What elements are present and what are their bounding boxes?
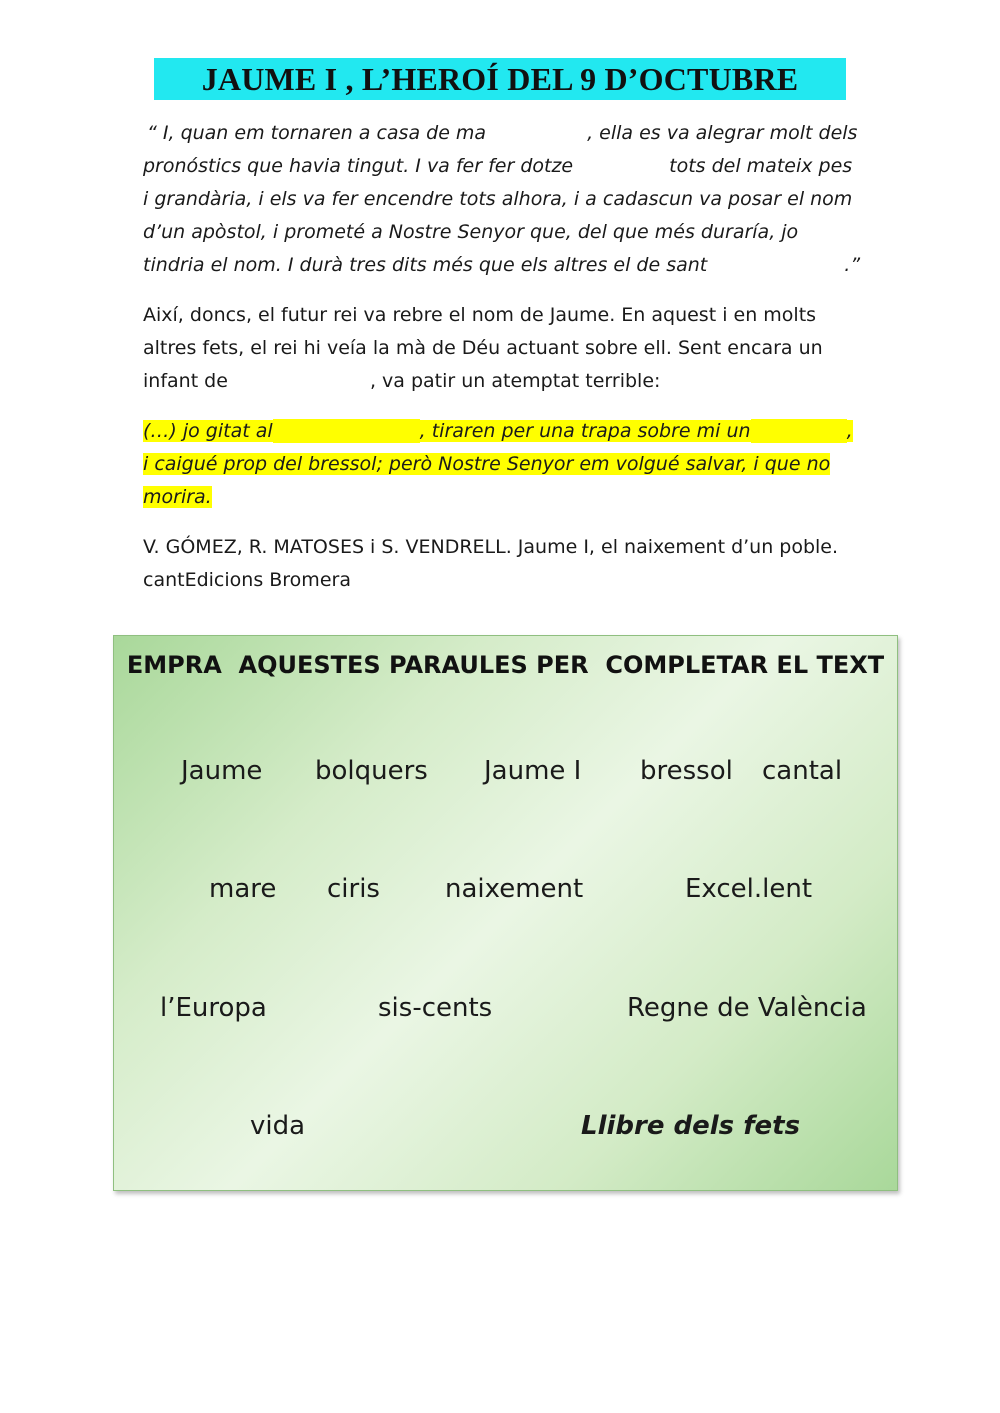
paragraph-text: , va patir un atemptat terrible: — [369, 370, 661, 392]
quote-text: “ I, quan em tornaren a casa de ma — [147, 122, 487, 144]
word-item: ciris — [327, 874, 380, 904]
quote-text: , ella es va alegrar molt dels — [587, 122, 858, 144]
quote-line-4: d’un apòstol, i prometé a Nostre Senyor que, del que més duraría, jo — [143, 221, 799, 243]
highlight-text: , — [846, 420, 853, 442]
blank-gap — [751, 419, 847, 443]
word-item: bressol — [640, 756, 733, 786]
quote-line-1 — [147, 121, 857, 145]
paragraph-line-2: altres fets, el rei hi veía la mà de Déu actuant sobre ell. Sent encara un — [143, 337, 823, 359]
blank-gap — [273, 419, 420, 443]
paragraph-text: infant de — [143, 370, 228, 392]
word-item: vida — [250, 1111, 306, 1141]
highlight-line-3 — [143, 485, 212, 509]
word-item: sis-cents — [378, 993, 493, 1023]
word-item-book-title: Llibre dels fets — [581, 1111, 801, 1141]
paragraph-line-3 — [143, 369, 660, 393]
word-item: Excel.lent — [685, 874, 813, 904]
highlight-text: , tiraren per una trapa sobre mi un — [419, 420, 751, 442]
quote-text: tots del mateix pes — [669, 155, 853, 177]
highlight-text: morira. — [143, 486, 212, 508]
quote-text: pronóstics que havia tingut. I va fer fer dotze — [143, 155, 574, 177]
citation-line-2: cantEdicions Bromera — [143, 569, 351, 591]
word-item: naixement — [445, 874, 584, 904]
word-item: l’Europa — [160, 993, 267, 1023]
page-title: JAUME I , L’HEROÍ DEL 9 D’OCTUBRE — [154, 58, 846, 100]
word-bank-box — [113, 635, 898, 1191]
quote-line-5 — [143, 253, 860, 277]
quote-line-2 — [143, 154, 852, 178]
word-item: Jaume I — [484, 756, 582, 786]
word-item: mare — [209, 874, 277, 904]
highlight-text: (…) jo gitat al — [143, 420, 273, 442]
citation-line-1: V. GÓMEZ, R. MATOSES i S. VENDRELL. Jaume I, el naixement d’un poble. — [143, 536, 839, 558]
quote-text: .” — [844, 254, 861, 276]
word-item: cantal — [762, 756, 843, 786]
word-bank-title: EMPRA AQUESTES PARAULES PER COMPLETAR EL TEXT — [126, 651, 885, 679]
highlight-line-1 — [143, 419, 853, 443]
word-item: Jaume — [181, 756, 263, 786]
word-item: bolquers — [315, 756, 428, 786]
quote-text: tindria el nom. I durà tres dits més que els altres el de sant — [143, 254, 708, 276]
paragraph-line-1: Així, doncs, el futur rei va rebre el nom de Jaume. En aquest i en molts — [143, 304, 817, 326]
quote-line-3: i grandària, i els va fer encendre tots alhora, i a cadascun va posar el nom — [143, 188, 853, 210]
highlight-text: i caigué prop del bressol; però Nostre Senyor em volgué salvar, i que no — [143, 453, 831, 475]
highlight-line-2 — [143, 452, 830, 476]
word-item: Regne de València — [627, 993, 867, 1023]
